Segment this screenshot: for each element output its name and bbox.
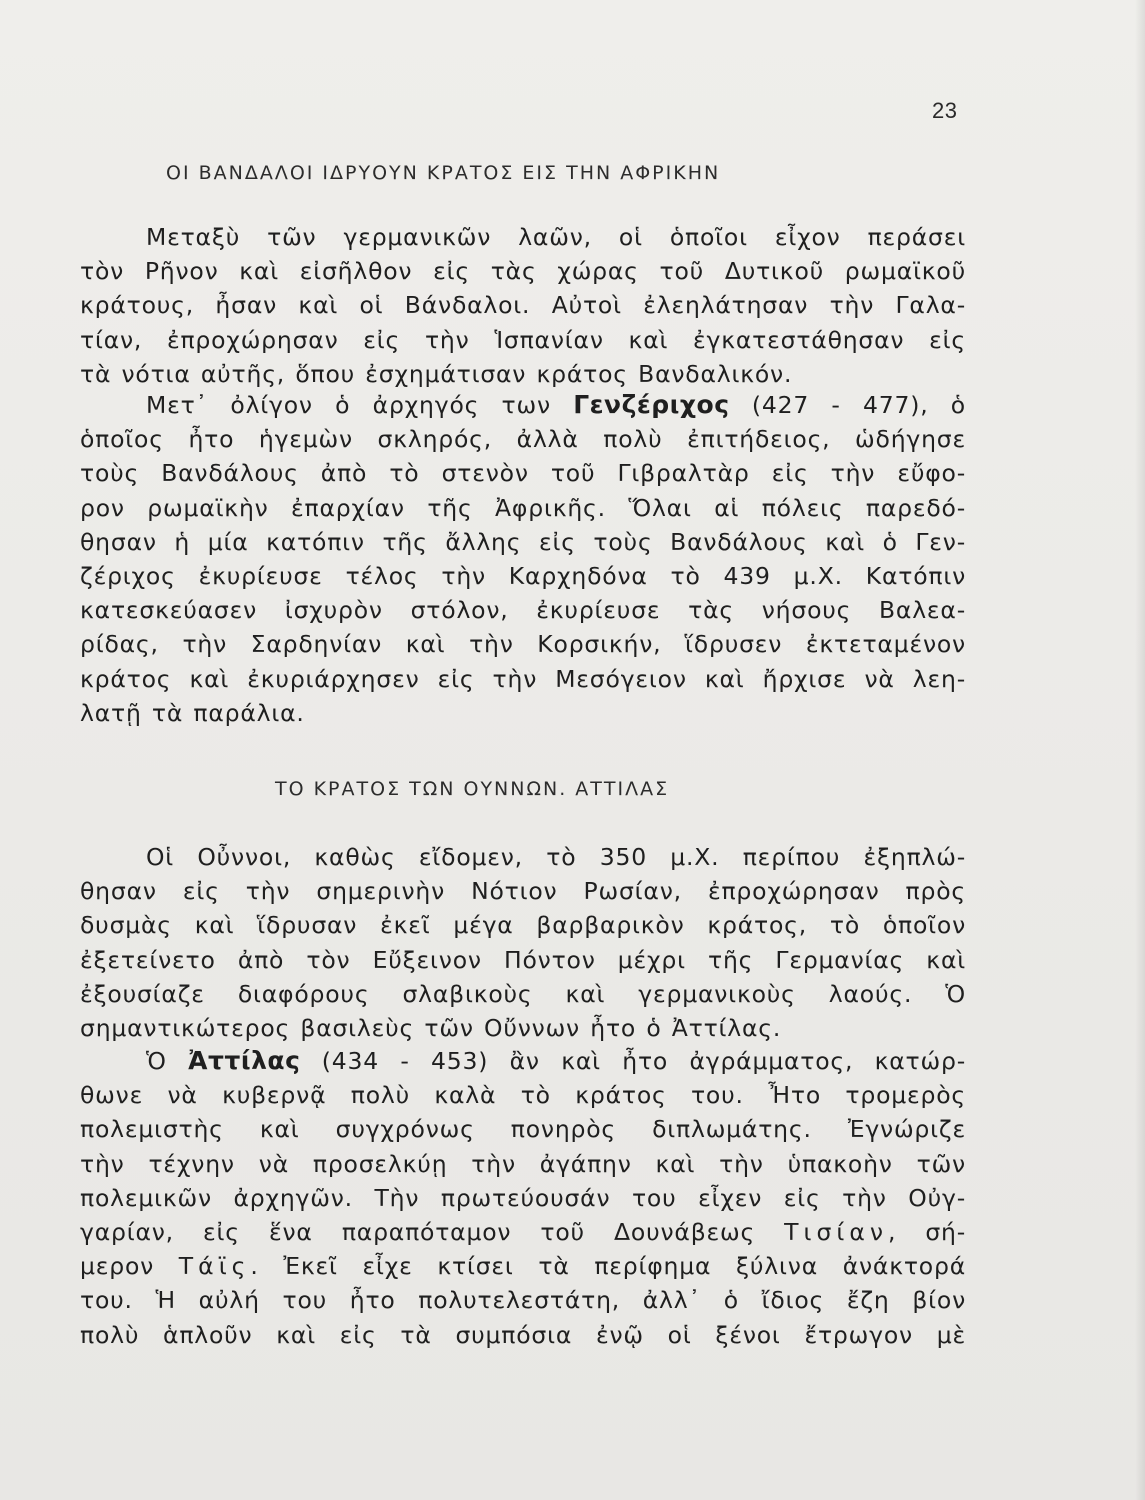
text-line: ὁποῖος ἦτο ἡγεμὼν σκληρός, ἀλλὰ πολὺ ἐπιτήδειος, ὡδήγησε bbox=[80, 425, 966, 454]
text-line: ζέριχος ἐκυρίευσε τέλος τὴν Καρχηδόνα τὸ 439 μ.Χ. Κατόπιν bbox=[80, 561, 966, 590]
paragraph-vandals-intro bbox=[80, 220, 966, 391]
text-line bbox=[80, 1215, 966, 1249]
text-line: ρον ρωμαϊκὴν ἐπαρχίαν τῆς Ἀφρικῆς. Ὅλαι αἱ πόλεις παρεδό- bbox=[80, 493, 966, 522]
text-line: δυσμὰς καὶ ἵδρυσαν ἐκεῖ μέγα βαρβαρικὸν κράτος, τὸ ὁποῖον bbox=[80, 911, 966, 940]
text-line: πολὺ ἁπλοῦν καὶ εἰς τὰ συμπόσια ἐνῷ οἱ ξένοι ἔτρωγον μὲ bbox=[80, 1320, 966, 1349]
text-line: τὰ νότια αὐτῆς, ὅπου ἐσχημάτισαν κράτος Βανδαλικόν. bbox=[80, 359, 793, 388]
text-line bbox=[80, 1044, 966, 1078]
text-fragment: Ὁ bbox=[146, 1047, 189, 1075]
text-line bbox=[80, 1249, 966, 1283]
text-line: τὸν Ρῆνον καὶ εἰσῆλθον εἰς τὰς χώρας τοῦ Δυτικοῦ ρωμαϊκοῦ bbox=[80, 257, 966, 286]
text-line: θησαν εἰς τὴν σημερινὴν Νότιον Ρωσίαν, ἐπροχώρησαν πρὸς bbox=[80, 877, 966, 906]
text-line: κράτους, ἦσαν καὶ οἱ Βάνδαλοι. Αὐτοὶ ἐλεηλάτησαν τὴν Γαλα- bbox=[80, 291, 966, 320]
text-line: Οἱ Οὖννοι, καθὼς εἴδομεν, τὸ 350 μ.Χ. περίπου ἐξηπλώ- bbox=[146, 843, 966, 871]
text-fragment: . Ἐκεῖ εἶχε κτίσει τὰ περίφημα ξύλινα ἀνάκτορά bbox=[250, 1252, 966, 1281]
text-line: κατεσκεύασεν ἰσχυρὸν στόλον, ἐκυρίευσε τὰς νήσους Βαλεα- bbox=[80, 596, 966, 625]
text-line: Μεταξὺ τῶν γερμανικῶν λαῶν, οἱ ὁποῖοι εἶχον περάσει bbox=[146, 223, 966, 251]
text-fragment: (434 - 453) ἂν καὶ ἦτο ἀγράμματος, κατώρ- bbox=[300, 1047, 966, 1075]
paragraph-huns-intro bbox=[80, 840, 966, 1045]
text-line: σημαντικώτερος βασιλεὺς τῶν Οὔννων ἦτο ὁ Ἀττίλας. bbox=[80, 1013, 782, 1042]
page-number: 23 bbox=[932, 98, 958, 123]
page-edge-shadow bbox=[1135, 0, 1145, 1500]
place-tisia: Τισίαν bbox=[784, 1217, 888, 1246]
text-line: τὴν τέχνην νὰ προσελκύῃ τὴν ἀγάπην καὶ τὴν ὑπακοὴν τῶν bbox=[80, 1149, 966, 1178]
text-line: θησαν ἡ μία κατόπιν τῆς ἄλλης εἰς τοὺς Βανδάλους καὶ ὁ Γεν- bbox=[80, 527, 966, 556]
text-line bbox=[80, 388, 966, 422]
text-line: τίαν, ἐπροχώρησαν εἰς τὴν Ἱσπανίαν καὶ ἐγκατεστάθησαν εἰς bbox=[80, 325, 966, 354]
text-line: πολεμιστὴς καὶ συγχρόνως πονηρὸς διπλωμάτης. Ἐγνώριζε bbox=[80, 1115, 966, 1144]
text-line: κράτος καὶ ἐκυριάρχησεν εἰς τὴν Μεσόγειον καὶ ἤρχισε νὰ λεη- bbox=[80, 664, 966, 693]
text-fragment: μερον bbox=[80, 1252, 179, 1281]
text-line: τοὺς Βανδάλους ἀπὸ τὸ στενὸν τοῦ Γιβραλτὰρ εἰς τὴν εὔφο- bbox=[80, 459, 966, 488]
text-fragment: , σή- bbox=[887, 1217, 966, 1246]
section-heading-huns: ΤΟ ΚΡΑΤΟΣ ΤΩΝ ΟΥΝΝΩΝ. ΑΤΤΙΛΑΣ bbox=[275, 778, 670, 800]
text-fragment: (427 - 477), ὁ bbox=[729, 391, 966, 419]
name-attila: Ἀττίλας bbox=[188, 1046, 301, 1075]
text-line: του. Ἡ αὐλή του ἦτο πολυτελεστάτη, ἀλλ᾿ ὁ ἴδιος ἔζη βίον bbox=[80, 1286, 966, 1315]
text-line: θωνε νὰ κυβερνᾷ πολὺ καλὰ τὸ κράτος του. Ἦτο τρομερὸς bbox=[80, 1081, 966, 1110]
text-line: λατῇ τὰ παράλια. bbox=[80, 698, 305, 727]
section-heading-vandals: ΟΙ ΒΑΝΔΑΛΟΙ ΙΔΡΥΟΥΝ ΚΡΑΤΟΣ ΕΙΣ ΤΗΝ ΑΦΡΙΚΗΝ bbox=[166, 162, 721, 184]
text-line: ἐξουσίαζε διαφόρους σλαβικοὺς καὶ γερμανικοὺς λαούς. Ὁ bbox=[80, 979, 966, 1008]
text-fragment: Μετ᾿ ὀλίγον ὁ ἀρχηγός των bbox=[146, 391, 574, 419]
text-line: πολεμικῶν ἀρχηγῶν. Τὴν πρωτεύουσάν του εἶχεν εἰς τὴν Οὐγ- bbox=[80, 1183, 966, 1212]
text-line: ἐξετείνετο ἀπὸ τὸν Εὔξεινον Πόντον μέχρι τῆς Γερμανίας καὶ bbox=[80, 945, 966, 974]
paragraph-attila bbox=[80, 1044, 966, 1352]
paragraph-genseric bbox=[80, 388, 966, 730]
text-line: ρίδας, τὴν Σαρδηνίαν καὶ τὴν Κορσικήν, ἵδρυσεν ἐκτεταμένον bbox=[80, 630, 966, 659]
text-fragment: γαρίαν, εἰς ἕνα παραπόταμον τοῦ Δουνάβεως bbox=[80, 1217, 785, 1246]
name-genseric: Γενζέριχος bbox=[573, 390, 730, 419]
place-tais: Τάϊς bbox=[178, 1252, 251, 1281]
